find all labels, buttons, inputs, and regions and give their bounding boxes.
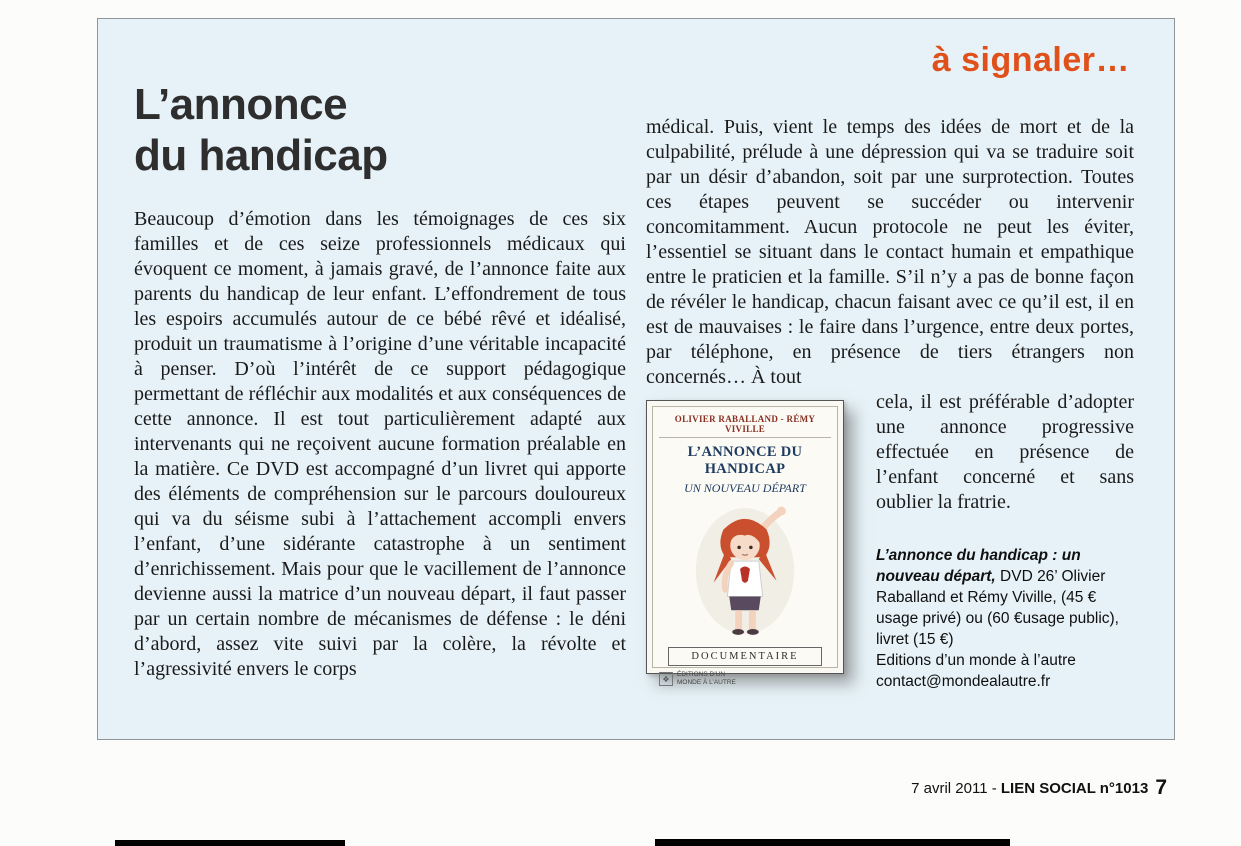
caption-contact: contact@mondealautre.fr — [876, 673, 1051, 690]
caption-details: DVD 26’ Olivier Raballand et Rémy Viville, (45 € usage privé) ou (60 €usage public), livret (15 €) — [876, 568, 1119, 648]
column-left — [134, 79, 626, 682]
page-footer — [911, 776, 1167, 800]
article-title — [134, 79, 626, 181]
article-body-column2-before-image: médical. Puis, vient le temps des idées de mort et de la culpabilité, prélude à une dépression qui va se traduire soit par un désir d’abandon, soit par une surprotection. Toutes ces étapes peuvent se succéder ou intervenir concomitamment. Aucun protocole ne peut les éviter, l’essentiel se situant dans le contact humain et empathique entre le praticien et la famille. S’il n’y a pas de bonne façon de révéler le handicap, chacun faisant avec ce qu’il est, il en est de mauvaises : le faire dans l’urgence, entre deux portes, par téléphone, en présence de tiers étrangers non concernés… À tout — [646, 116, 1134, 388]
article-body-column2-wrap-text: cela, il est préférable d’adopter une annonce progressive effectuée en présence de l’enfant concerné et sans oublier la fratrie. — [876, 391, 1134, 513]
dvd-cover-illustration — [686, 500, 804, 643]
child-drawing-icon — [686, 500, 804, 638]
dvd-publisher-row — [659, 671, 831, 687]
scan-artifact-bar — [655, 839, 1010, 846]
dvd-cover — [646, 400, 844, 687]
footer-date: 7 avril 2011 - — [911, 780, 1001, 797]
footer-journal: LIEN SOCIAL n°1013 — [1000, 780, 1149, 797]
dvd-cover-inner — [652, 406, 838, 687]
article-title-line2: du handicap — [134, 131, 388, 181]
publisher-logo-icon: ❖ — [659, 672, 673, 686]
dvd-cover-figure — [646, 400, 860, 687]
scan-artifact-bar — [115, 840, 345, 846]
dvd-cover-genre: DOCUMENTAIRE — [668, 647, 823, 666]
article-title-line1: L’annonce — [134, 80, 348, 129]
caption-publisher: Editions d’un monde à l’autre — [876, 652, 1076, 669]
caption-title: L’annonce du handicap : un nouveau départ, — [876, 547, 1081, 585]
footer-page-number: 7 — [1155, 776, 1167, 799]
dvd-cover-subtitle: UN NOUVEAU DÉPART — [684, 481, 806, 495]
column-right — [646, 115, 1134, 692]
article-panel — [97, 18, 1175, 740]
article-body-column1: Beaucoup d’émotion dans les témoignages de ces six familles et de ces seize professionnels médicaux qui évoquent ce moment, à jamais gravé, de l’annonce faite aux parents du handicap de leur enfant. L’effondrement de tous les espoirs accumulés autour de ce bébé rêvé et idéalisé, produit un traumatisme à l’origine d’une véritable incapacité à penser. D’où l’intérêt de ce support pédagogique permettant de réfléchir aux modalités et aux conséquences de cette annonce. Il est tout particulièrement adapté aux intervenants qui ne reçoivent aucune formation préalable en la matière. Ce DVD est accompagné d’un livret qui apporte des éléments de compréhension sur le parcours douloureux qui va du séisme subi à l’attachement accompli envers l’enfant, d’une sidérante catastrophe à un sentiment d’enrichissement. Mais pour que le vacillement de l’annonce devienne aussi la matrice d’un nouveau départ, il faut passer par un certain nombre de mécanismes de défense : le déni d’abord, assez vite suivi par la colère, la révolte et l’agressivité envers le corps — [134, 208, 626, 681]
dvd-cover-authors: OLIVIER RABALLAND - RÉMY VIVILLE — [659, 414, 831, 438]
dvd-cover-title: L’ANNONCE DU HANDICAP — [687, 444, 803, 477]
section-label: à signaler… — [931, 41, 1130, 79]
dvd-cover-publisher: ÉDITIONS D’UN MONDE À L’AUTRE — [677, 671, 736, 687]
